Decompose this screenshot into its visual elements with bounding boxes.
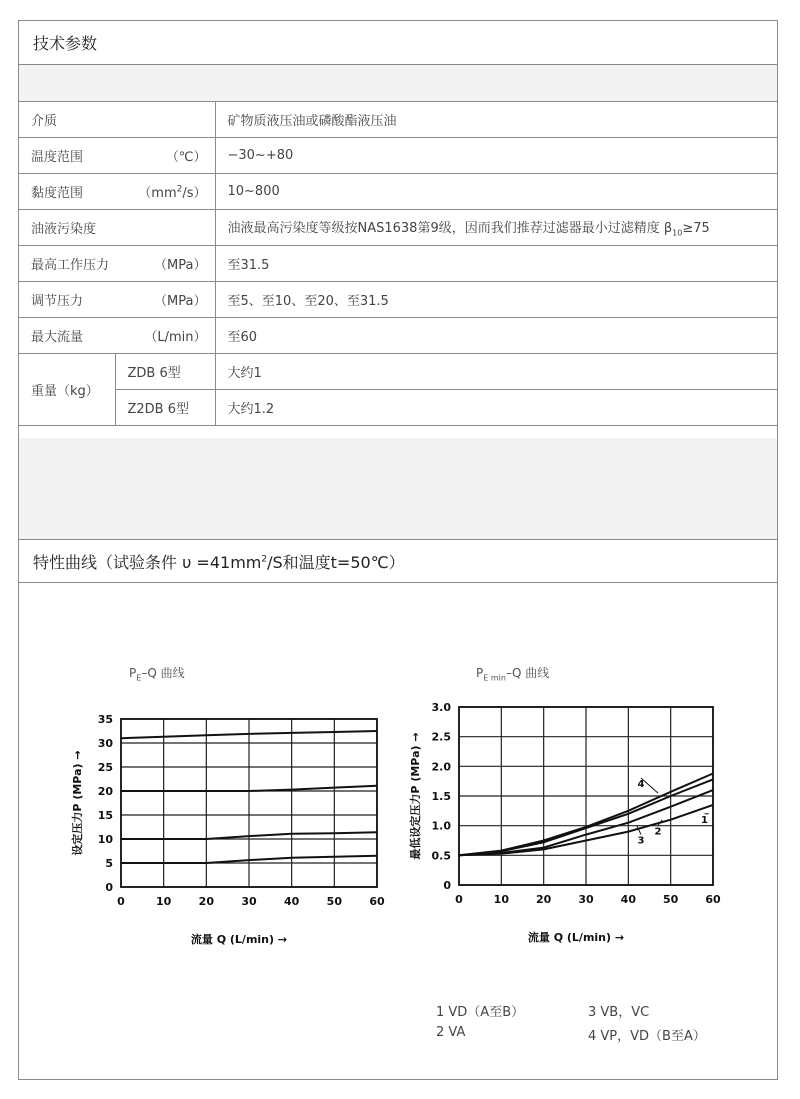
spec-value-adj-pressure: 至5、至10、至20、至31.5: [215, 282, 777, 318]
y-tick-label: 2.5: [431, 730, 451, 744]
y-axis-label: 设定压力P (MPa) →: [71, 750, 84, 856]
x-tick-label: 30: [578, 893, 594, 906]
y-tick-label: 3.0: [431, 701, 451, 714]
table-row: [19, 174, 777, 210]
spec-value-max-pressure: 至31.5: [215, 246, 777, 282]
spec-model-z2db6: Z2DB 6型: [115, 390, 215, 426]
y-tick-label: 5: [105, 857, 113, 870]
x-tick-label: 60: [369, 895, 385, 908]
series-label: 4: [637, 779, 645, 791]
spec-label-temperature: 温度范围 （℃）: [19, 138, 215, 174]
y-tick-label: 2.0: [431, 760, 451, 774]
legend-item-1: 1 VD（A至B）: [436, 1005, 525, 1020]
spec-label-weight: 重量（kg）: [19, 354, 115, 426]
y-tick-label: 0: [105, 881, 113, 894]
table-row: [19, 102, 777, 138]
spec-model-zdb6: ZDB 6型: [115, 354, 215, 390]
spec-table: [19, 101, 777, 426]
y-tick-label: 1.5: [431, 790, 451, 803]
x-tick-label: 50: [663, 893, 679, 906]
x-tick-label: 0: [117, 895, 125, 908]
spec-value-contamination: 油液最高污染度等级按NAS1638第9级，因而我们推荐过滤器最小过滤精度 $\beta_{10}\ge 75$: [215, 210, 777, 246]
legend-item-4: 4 VP，VD（B至A）: [588, 1029, 706, 1044]
spec-value-medium: 矿物质液压油或磷酸酯液压油: [215, 102, 777, 138]
y-tick-label: 30: [97, 737, 113, 750]
spacer-band: [19, 65, 777, 101]
spec-value-viscosity: 10~800: [215, 174, 777, 210]
x-tick-label: 20: [198, 895, 214, 908]
series-label: 1: [701, 814, 709, 826]
table-row: [19, 318, 777, 354]
x-tick-label: 40: [620, 893, 636, 906]
spec-label-contamination: 油液污染度: [19, 210, 215, 246]
section-title-specs: [19, 21, 777, 64]
document-frame: [18, 20, 778, 1080]
y-tick-label: 15: [97, 809, 113, 822]
spec-label-max-pressure: 最高工作压力 （MPa）: [19, 246, 215, 282]
table-row: [19, 210, 777, 246]
x-tick-label: 10: [156, 895, 172, 908]
x-axis-label: 流量 Q (L/min) →: [190, 933, 288, 946]
y-tick-label: 20: [97, 785, 113, 798]
y-tick-label: 1.0: [431, 819, 451, 833]
x-tick-label: 0: [455, 893, 463, 906]
spec-label-adj-pressure: 调节压力 （MPa）: [19, 282, 215, 318]
table-row: [19, 138, 777, 174]
spacer-band: [19, 438, 777, 539]
section-title-curves-text: 特性曲线（试验条件 $\upsilon =41mm^2/S$和温度t=50℃）: [33, 552, 405, 572]
y-tick-label: 10: [97, 833, 113, 846]
x-axis-label: 流量 Q (L/min) →: [527, 931, 625, 944]
spec-value-temperature: −30~+80: [215, 138, 777, 174]
legend-item-3: 3 VB，VC: [588, 1005, 650, 1020]
spec-label-max-flow: 最大流量 （L/min）: [19, 318, 215, 354]
chart-title-left: $P_E-Q$ 曲线: [129, 666, 185, 683]
spec-value-weight-zdb6: 大约1: [215, 354, 777, 390]
series-label: 3: [637, 835, 645, 847]
chart-title-right: $P_{E min}-Q$ 曲线: [476, 666, 550, 683]
section-title-specs-text: 技术参数: [33, 34, 98, 53]
table-row: [19, 354, 777, 390]
y-tick-label: 25: [97, 761, 113, 774]
chart-pe-q: [59, 701, 399, 951]
x-tick-label: 10: [493, 893, 509, 906]
series-label: 2: [654, 826, 662, 838]
divider: [19, 582, 777, 583]
x-tick-label: 20: [536, 893, 552, 906]
table-row: [19, 390, 777, 426]
section-title-curves: [19, 540, 777, 582]
spec-label-viscosity: 黏度范围 $(mm^2/s)$: [19, 174, 215, 210]
x-tick-label: 30: [241, 895, 257, 908]
legend-item-2: 2 VA: [436, 1025, 466, 1040]
spec-value-weight-z2db6: 大约1.2: [215, 390, 777, 426]
spec-label-medium: 介质: [19, 102, 215, 138]
x-tick-label: 40: [284, 895, 300, 908]
spec-value-max-flow: 至60: [215, 318, 777, 354]
y-tick-label: 0.5: [431, 849, 451, 863]
chart-pemin-q: [409, 689, 749, 951]
y-tick-label: 35: [97, 713, 113, 726]
y-axis-label: 最低设定压力P (MPa) →: [409, 732, 422, 860]
series-label-leader: [637, 826, 641, 835]
table-row: [19, 282, 777, 318]
table-row: [19, 246, 777, 282]
y-tick-label: 0: [443, 879, 451, 892]
x-tick-label: 60: [705, 893, 721, 906]
x-tick-label: 50: [326, 895, 342, 908]
